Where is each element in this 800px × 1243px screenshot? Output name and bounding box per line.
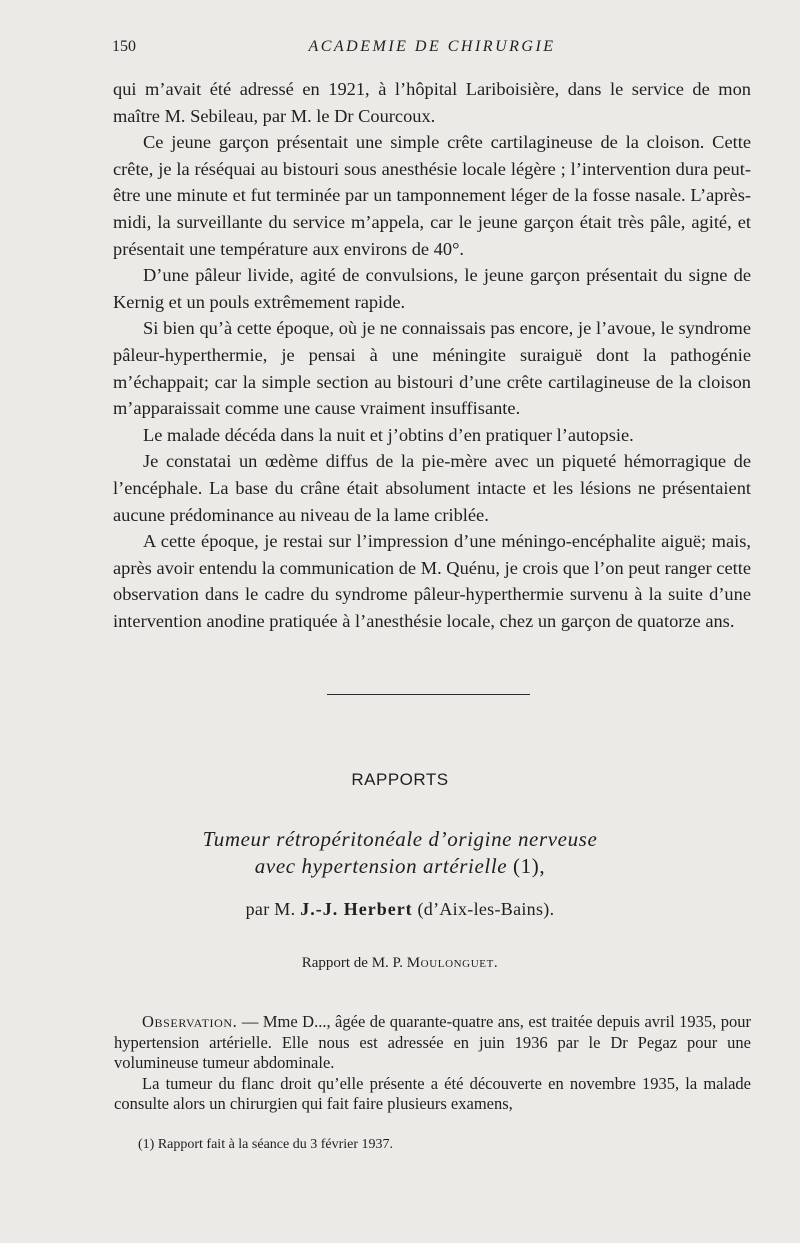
article-title-line-1: Tumeur rétropéritonéale d’origine nerveuse: [202, 827, 598, 851]
observation-paragraph-2: La tumeur du flanc droit qu’elle présente a été découverte en novembre 1935, la malade consulte alors un chirurgien qui fait faire plusieurs examens,: [114, 1073, 751, 1114]
author-name: J.-J. Herbert: [300, 899, 413, 919]
page-number: 150: [112, 38, 136, 55]
observation-lead: Observation.: [142, 1012, 238, 1031]
body-paragraph: A cette époque, je restai sur l’impression d’une méningo-encéphalite aiguë; mais, après avoir entendu la communication de M. Quénu, je crois que l’on peut ranger cette observation dans le cadre du syndrome pâleur-hyperthermie survenu à la suite d’une intervention anodine pratiquée à l’anesthésie locale, chez un garçon de quatorze ans.: [113, 531, 751, 631]
article-title-line-2-text: avec hypertension artérielle: [254, 854, 508, 878]
body-text: [113, 76, 751, 634]
observation-text: [114, 1012, 751, 1115]
body-paragraph: D’une pâleur livide, agité de convulsions, le jeune garçon présentait du signe de Kernig et un pouls extrêmement rapide.: [113, 265, 751, 312]
body-paragraph: qui m’avait été adressé en 1921, à l’hôpital Lariboisière, dans le service de mon maître M. Sebileau, par M. le Dr Courcoux.: [113, 79, 751, 126]
footnote: (1) Rapport fait à la séance du 3 février 1937.: [138, 1137, 394, 1152]
byline-prefix: par M.: [245, 899, 296, 919]
running-title: ACADEMIE DE CHIRURGIE: [308, 38, 556, 55]
article-title-line-2: [0, 853, 800, 880]
section-divider: [327, 694, 530, 695]
observation-paragraph: [114, 1012, 751, 1074]
body-paragraph: Si bien qu’à cette époque, où je ne connaissais pas encore, je l’avoue, le syndrome pâleur-hyperthermie, je pensai à une méningite suraiguë dont la pathogénie m’échappait; car la simple section au bistouri d’une crête cartilagineuse de la cloison m’apparaissait comme une cause vraiment insuffisante.: [113, 318, 751, 419]
rapporteur-line: [0, 955, 800, 972]
running-header: [112, 38, 752, 60]
section-heading: RAPPORTS: [351, 770, 449, 789]
body-paragraph: Ce jeune garçon présentait une simple crête cartilagineuse de la cloison. Cette crête, je la réséquai au bistouri sous anesthésie locale légère ; l’intervention dura peut-être une minute et fut terminée par un tamponnement léger de la fosse nasale. L’après-midi, la surveillante du service m’appela, car le jeune garçon était très pâle, agité, et présentait une température aux environs de 40°.: [113, 132, 751, 259]
footnote-reference: (1),: [513, 854, 546, 878]
rapport-prefix: Rapport de M. P.: [301, 955, 403, 971]
article-title: [0, 826, 800, 880]
author-place: (d’Aix-les-Bains).: [417, 899, 555, 919]
article-byline: [0, 899, 800, 920]
rapporteur-name: Moulonguet.: [406, 955, 499, 971]
body-paragraph: Le malade décéda dans la nuit et j’obtins d’en pratiquer l’autopsie.: [143, 424, 634, 445]
observation-paragraph-1: — Mme D..., âgée de quarante-quatre ans, est traitée depuis avril 1935, pour hypertension artérielle. Elle nous est adressée en juin 1936 par le Dr Pegaz pour une volumineuse tumeur abdominale.: [114, 1012, 751, 1073]
body-paragraph: Je constatai un œdème diffus de la pie-mère avec un piqueté hémorragique de l’encéphale. La base du crâne était absolument intacte et les lésions ne présentaient aucune prédominance au niveau de la lame criblée.: [113, 451, 751, 525]
